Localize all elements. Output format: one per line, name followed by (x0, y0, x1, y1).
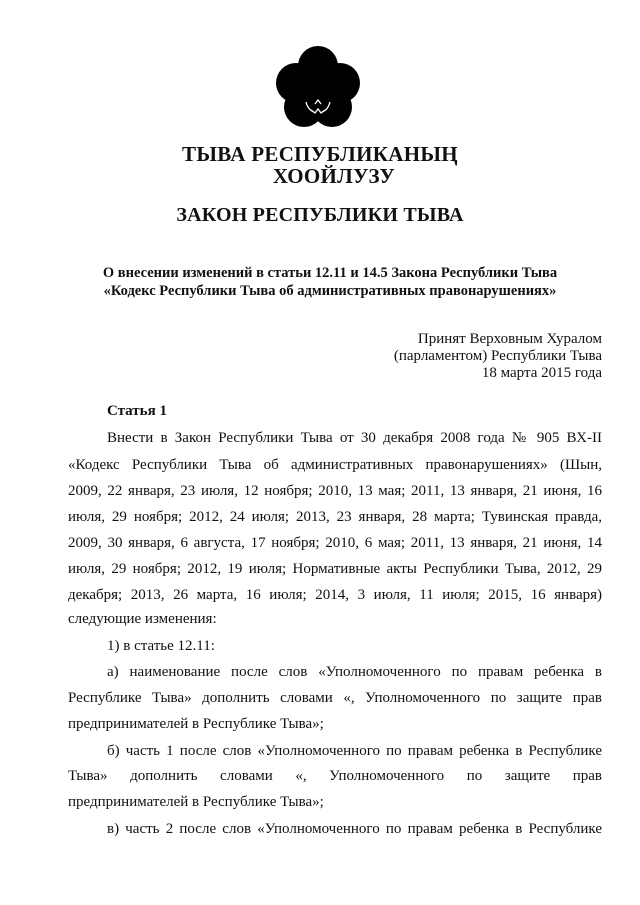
state-emblem-icon (273, 44, 363, 134)
article-text-line: Республике Тыва» дополнить словами «, Уполномоченного по защите прав (68, 690, 602, 706)
article-text-line: в) часть 2 после слов «Уполномоченного по правам ребенка в Республике (107, 821, 602, 837)
article-text-line: 1) в статье 12.11: (107, 638, 215, 654)
adoption-line1: Принят Верховным Хуралом (417, 331, 602, 347)
article-text-line: 2009, 22 января, 23 июля, 12 ноября; 2010, 13 мая; 2011, 13 января, 21 июня, 16 (68, 483, 602, 499)
article-text-line: предпринимателей в Республике Тыва»; (68, 794, 324, 810)
article-text-line: июля, 29 ноября; 2012, 19 июля; Нормативные акты Республики Тыва, 2012, 29 (68, 561, 602, 577)
article-text-line: июля, 29 ноября; 2012, 24 июля; 2013, 23 января, 28 марта; Тувинская правда, (68, 509, 602, 525)
law-title-line2: «Кодекс Республики Тыва об административных правонарушениях» (103, 283, 557, 299)
article-text-line: предпринимателей в Республике Тыва»; (68, 716, 324, 732)
article-text-line: «Кодекс Республики Тыва об административных правонарушениях» (Шын, (68, 457, 602, 473)
article-text-line: Тыва» дополнить словами «, Уполномоченного по защите прав (68, 768, 602, 784)
article-heading: Статья 1 (107, 403, 167, 419)
parliament-name-line1: ТЫВА РЕСПУБЛИКАНЫҢ (182, 142, 458, 166)
document-type-heading: ЗАКОН РЕСПУБЛИКИ ТЫВА (176, 204, 464, 226)
article-text-line: 2009, 30 января, 6 августа, 17 ноября; 2010, 6 мая; 2011, 13 января, 21 июня, 14 (68, 535, 602, 551)
article-text-line: декабря; 2013, 26 марта, 16 июля; 2014, 3 июля, 11 июля; 2015, 16 января) (68, 587, 602, 603)
parliament-name-line2: ХООЙЛУЗУ (272, 164, 396, 188)
article-text-line: Внести в Закон Республики Тыва от 30 декабря 2008 года № 905 ВХ-II (107, 430, 602, 446)
article-text-line: следующие изменения: (68, 611, 217, 627)
adoption-date: 18 марта 2015 года (481, 365, 602, 381)
law-title-line1: О внесении изменений в статьи 12.11 и 14.5 Закона Республики Тыва (102, 265, 558, 281)
article-text-line: б) часть 1 после слов «Уполномоченного по правам ребенка в Республике (107, 743, 602, 759)
article-text-line: а) наименование после слов «Уполномоченного по правам ребенка в (107, 664, 602, 680)
adoption-line2: (парламентом) Республики Тыва (393, 348, 602, 364)
